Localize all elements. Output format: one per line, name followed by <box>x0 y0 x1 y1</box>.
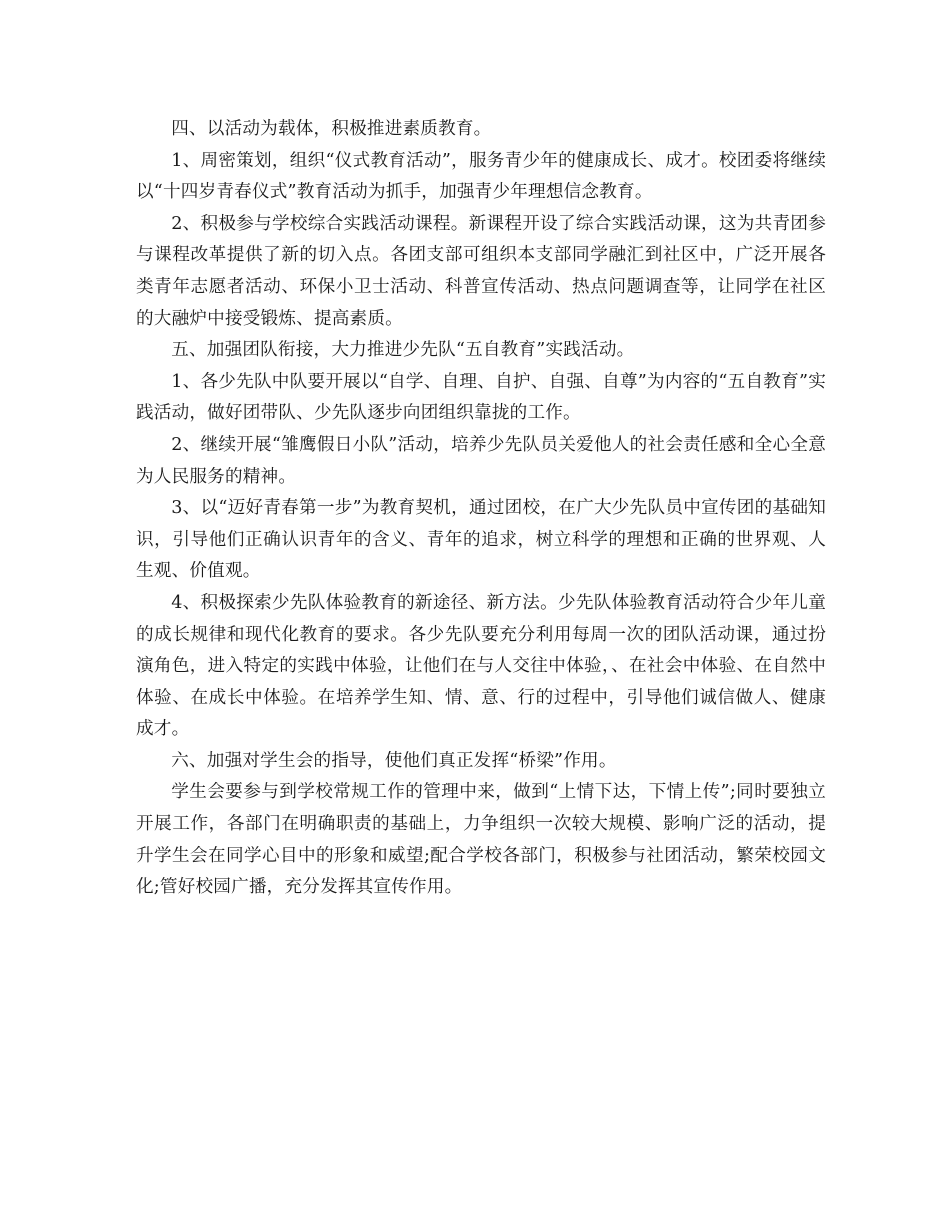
paragraph-5-4: 4、积极探索少先队体验教育的新途径、新方法。少先队体验教育活动符合少年儿童的成长规律和现代化教育的要求。各少先队要充分利用每周一次的团队活动课，通过扮演角色，进入特定的实践中体验，让他们在与人交往中体验，、在社会中体验、在自然中体验、在成长中体验。在培养学生知、情、意、行的过程中，引导他们诚信做人、健康成才。 <box>136 592 826 740</box>
paragraph-5-1: 1、各少先队中队要开展以“自学、自理、自护、自强、自尊”为内容的“五自教育”实践活动，做好团带队、少先队逐步向团组织靠拢的工作。 <box>136 371 826 424</box>
paragraph-4-1: 1、周密策划，组织“仪式教育活动”，服务青少年的健康成长、成才。校团委将继续以“十四岁青春仪式”教育活动为抓手，加强青少年理想信念教育。 <box>136 150 826 203</box>
paragraph-5-3: 3、以“迈好青春第一步”为教育契机，通过团校，在广大少先队员中宣传团的基础知识，引导他们正确认识青年的含义、青年的追求，树立科学的理想和正确的世界观、人生观、价值观。 <box>136 498 826 582</box>
section-heading-6: 六、加强对学生会的指导，使他们真正发挥“桥梁”作用。 <box>171 750 617 771</box>
paragraph-5-2: 2、继续开展“雏鹰假日小队”活动，培养少先队员关爱他人的社会责任感和全心全意为人民服务的精神。 <box>136 434 826 487</box>
paragraph-6-1: 学生会要参与到学校常规工作的管理中来，做到“上情下达，下情上传”;同时要独立开展工作，各部门在明确职责的基础上，力争组织一次较大规模、影响广泛的活动，提升学生会在同学心目中的形象和威望;配合学校各部门，积极参与社团活动，繁荣校园文化;管好校园广播，充分发挥其宣传作用。 <box>136 782 826 898</box>
section-heading-5: 五、加强团队衔接，大力推进少先队“五自教育”实践活动。 <box>171 340 635 361</box>
section-heading-4: 四、以活动为载体，积极推进素质教育。 <box>171 119 492 139</box>
paragraph-4-2: 2、积极参与学校综合实践活动课程。新课程开设了综合实践活动课，这为共青团参与课程改革提供了新的切入点。各团支部可组织本支部同学融汇到社区中，广泛开展各类青年志愿者活动、环保小卫士活动、科普宣传活动、热点问题调查等，让同学在社区的大融炉中接受锻炼、提高素质。 <box>136 213 826 329</box>
document-body <box>136 114 826 904</box>
